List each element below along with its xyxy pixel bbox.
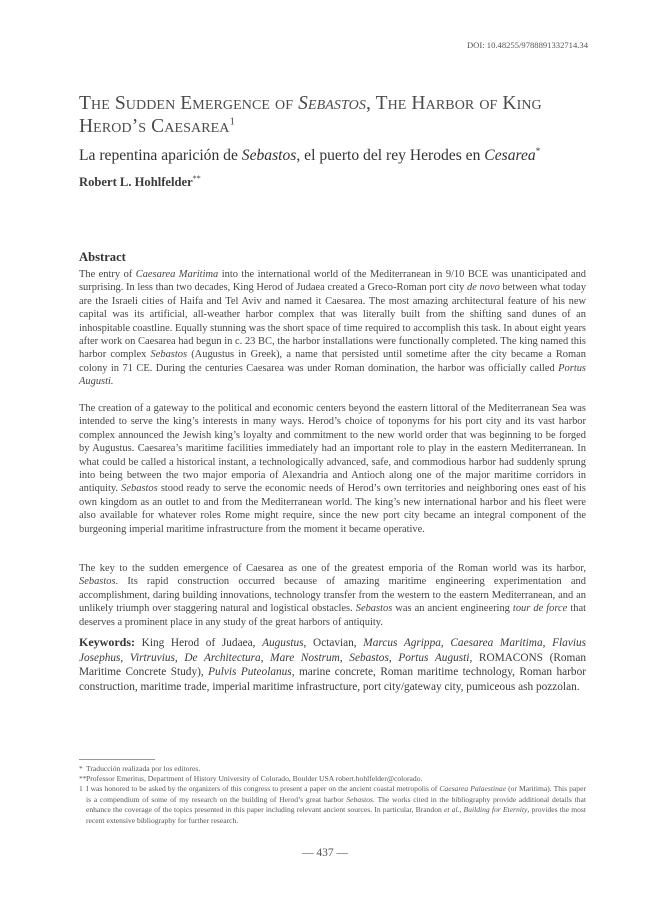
italic-term: Marcus Agrippa xyxy=(363,637,441,649)
text-run: , xyxy=(388,651,399,664)
title-italic: Sebastos xyxy=(298,93,366,114)
italic-term: Sebastos xyxy=(346,794,373,804)
text-run: . Its rapid construction occurred because of amazing maritime engineering experimentation and accomplishment, daring building innovations, technology transfer from the western to the eastern Mediterranean, and an unlikely triumph over staggering natural and logistical obstacles. xyxy=(79,576,586,615)
keywords-section xyxy=(79,635,586,694)
keywords-text xyxy=(79,635,586,694)
text-run: , Octavian, xyxy=(303,637,364,649)
abstract-paragraph-3 xyxy=(79,562,586,629)
italic-term: Caesarea Maritima xyxy=(135,269,219,280)
italic-term: Flavius Josephus xyxy=(79,637,587,664)
paper-subtitle xyxy=(79,147,599,165)
title-part-2: , The Harbor of King Herod’s Caesarea xyxy=(79,93,542,137)
subtitle-footnote-mark[interactable]: * xyxy=(535,145,541,156)
text-run: that deserves a prominent place in any study of the great harbors of antiquity. xyxy=(79,603,586,628)
footnote-text xyxy=(79,784,586,826)
subtitle-italic-1: Sebastos xyxy=(241,147,297,164)
italic-term: Mare Nostrum xyxy=(270,651,340,664)
text-run: . The works cited in the bibliography provide additional details that enhance the coverage of the topics presented in this paper including relevant ancient sources. In particular, Brandon xyxy=(86,794,586,815)
italic-term: Sebastos xyxy=(121,483,158,495)
footnote-1 xyxy=(79,764,586,775)
italic-term: et al., Building for Eternity xyxy=(444,805,528,815)
text-run: , xyxy=(339,651,350,664)
author-name xyxy=(79,175,201,190)
text-run: into the international world of the Mediterranean in 9/10 BCE was unanticipated and surprising. In less than two decades, King Herod of Judaea created a Greco-Roman port city xyxy=(79,269,587,294)
footnote-text xyxy=(79,764,586,775)
paragraph-text xyxy=(79,402,586,536)
text-run: (Augustus in Greek), a name that persisted until sometime after the city became a Roman colony in 71 CE. During the centuries Caesarea was under Roman domination, the harbor was officially called xyxy=(79,349,586,374)
text-run: The entry of xyxy=(79,269,136,280)
text-run: King Herod of Judaea, xyxy=(135,637,263,649)
italic-term: De Architectura xyxy=(184,651,261,664)
footnote-mark: 1 xyxy=(79,784,83,793)
text-run: , xyxy=(440,637,451,649)
footnote-mark: * xyxy=(79,764,83,773)
abstract-paragraph-1 xyxy=(79,268,586,389)
footnote-2 xyxy=(79,774,586,785)
footnote-3 xyxy=(79,784,586,826)
text-run: stood ready to serve the economic needs of Herod’s own territories and neighboring ones east of his own kingdom as an outlet to and from the Mediterranean world. The king’s new international harbor and his fleet were also available for whatever roles Rome might require, since the new port city became an integral component of the burgeoning imperial maritime infrastructure from the moment it became operative. xyxy=(79,483,586,535)
italic-term: Virtruvius xyxy=(129,651,175,664)
text-run: between what today are the Israeli cities of Haifa and Tel Aviv and named it Caesarea. The most amazing architectural feature of his new capital was its artificial, all-weather harbor complex that was literally built from the shifting sand dunes of an inhospitable coastline. Equally stunning was the short space of time required to accomplish this task. In about eight years after work on Caesarea had begun in c. 23 BC, the harbor installations were functionally completed. The king named this harbor complex xyxy=(79,282,587,361)
author-footnote-mark[interactable]: ** xyxy=(192,173,201,183)
text-run: , xyxy=(174,651,185,664)
page-number: — 437 — xyxy=(302,847,348,859)
text-run: , provides the most recent extensive bibliography for further research. xyxy=(86,805,586,825)
abstract-paragraph-2 xyxy=(79,402,586,536)
text-run: I was honored to be asked by the organizers of this congress to present a paper on the ancient coastal metropolis of xyxy=(86,784,440,793)
text-run: , xyxy=(542,637,553,649)
text-run: , xyxy=(120,651,130,664)
text-run: , ROMACONS (Roman Maritime Concrete Study), xyxy=(79,651,586,679)
abstract-heading: Abstract xyxy=(79,250,126,264)
text-run: (or Maritima). This paper is a compendium of some of my research on the building of Herod’s great harbor xyxy=(86,784,586,804)
footnote-divider xyxy=(79,759,155,760)
italic-term: Portus Augusti xyxy=(398,651,470,664)
italic-term: Pulvis Puteolanus xyxy=(208,666,292,679)
italic-term: de novo xyxy=(467,282,500,294)
keywords-label: Keywords: xyxy=(79,635,135,649)
subtitle-italic-2: Cesarea xyxy=(484,147,536,164)
text-run: Professor Emeritus, Department of History University of Colorado, Boulder USA robert.hohlfelder@colorado. xyxy=(86,774,423,783)
italic-term: Sebastos xyxy=(355,603,393,615)
italic-term: Caesarea Palaestinae xyxy=(439,784,507,793)
italic-term: tour de force xyxy=(512,603,568,615)
text-run: was an ancient engineering xyxy=(392,603,513,615)
author-name-text: Robert L. Hohlfelder xyxy=(79,175,193,189)
title-part-1: The Sudden Emergence of xyxy=(79,93,299,114)
subtitle-part-2: , el puerto del rey Herodes en xyxy=(296,147,485,164)
paragraph-text xyxy=(79,268,586,389)
text-run: The creation of a gateway to the political and economic centers beyond the eastern littoral of the Mediterranean Sea was intended to serve the king’s interests in many ways. Herod’s choice of toponyms for his port city and its vast harbor complex announced the Jewish king’s loyalty and commitment to the new world order that was beginning to be forged by Augustus. Caesarea’s maritime facilities immediately had an important role to play in the eastern Mediterranean. In what could be called a historical instant, a technologically advanced, safe, and commodious harbor had suddenly sprung into being between the two major emporia of Alexandria and Antioch along one of the major maritime corridors in antiquity. xyxy=(79,403,586,495)
footnote-text xyxy=(79,774,586,785)
italic-term: Sebastos xyxy=(79,576,116,588)
text-run: The key to the sudden emergence of Caesarea as one of the greatest emporia of the Roman world was its harbor, xyxy=(79,563,586,574)
italic-term: Augustus xyxy=(262,637,304,649)
italic-term: Portus Augusti. xyxy=(79,362,586,388)
title-footnote-mark[interactable]: 1 xyxy=(229,115,236,128)
italic-term: Sebastos xyxy=(349,651,389,664)
subtitle-part-1: La repentina aparición de xyxy=(79,147,242,164)
text-run: , marine concrete, Roman maritime technology, Roman harbor construction, maritime trade, imperial maritime infrastructure, port city/gateway city, pumiceous ash pozzolan. xyxy=(79,666,586,693)
italic-term: Sebastos xyxy=(150,349,188,361)
doi-label: DOI: 10.48255/9788891332714.34 xyxy=(466,40,588,50)
paragraph-text xyxy=(79,562,586,629)
text-run: , xyxy=(260,651,271,664)
text-run: Traducción realizada por los editores. xyxy=(86,764,201,773)
italic-term: Caesarea Maritima xyxy=(450,637,543,649)
paper-title xyxy=(79,92,579,138)
footnote-mark: ** xyxy=(79,774,87,783)
